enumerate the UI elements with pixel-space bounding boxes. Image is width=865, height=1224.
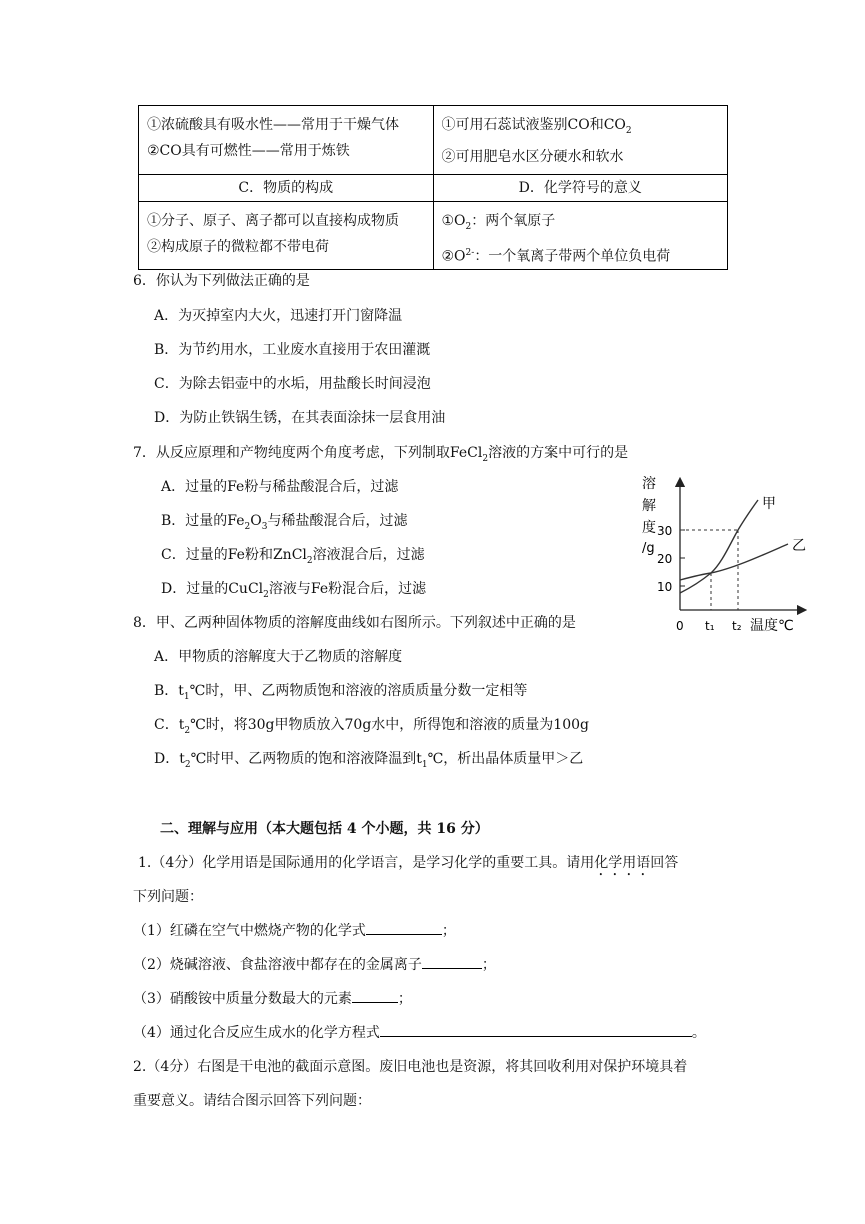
q1-intro-line1: 1.（4分）化学用语是国际通用的化学语言，是学习化学的重要工具。请用化学用语回答 xyxy=(138,855,679,871)
section-title: 二、理解与应用（本大题包括 4 个小题，共 16 分） xyxy=(160,821,489,837)
q7-option-c: C．过量的Fe粉和ZnCl$_2$溶液混合后，过滤 xyxy=(161,547,425,566)
answer-blank[interactable] xyxy=(366,920,442,935)
table-header-c: C．物质的构成 xyxy=(139,175,434,202)
q7-option-b: B．过量的$Fe_2O_3$与稀盐酸混合后，过滤 xyxy=(161,513,408,532)
q1-intro-line2: 下列问题： xyxy=(133,889,203,905)
q8-option-d: D．$t_2℃$时甲、乙两物质的饱和溶液降温到$t_1℃$，析出晶体质量甲＞乙 xyxy=(154,751,584,770)
answer-blank[interactable] xyxy=(422,954,482,969)
q7-option-a: A．过量的Fe粉与稀盐酸混合后，过滤 xyxy=(161,479,399,495)
q6-stem: 6．你认为下列做法正确的是 xyxy=(133,273,310,289)
q1-sub2: （2）烧碱溶液、食盐溶液中都存在的金属离子 ； xyxy=(133,954,496,974)
y-axis-label-char-2: 解 xyxy=(642,498,656,514)
answer-blank[interactable] xyxy=(380,1022,692,1037)
x-tick-label: t₂ xyxy=(732,619,742,633)
q1-sub1: （1）红磷在空气中燃烧产物的化学式 ； xyxy=(133,920,456,940)
q6-option-c: C．为除去铝壶中的水垢，用盐酸长时间浸泡 xyxy=(154,376,431,392)
q2-line1: 2.（4分）右图是干电池的截面示意图。废旧电池也是资源，将其回收利用对保护环境具着 xyxy=(133,1059,688,1075)
x-tick-label: 0 xyxy=(676,619,684,633)
table-cell-c: ①分子、原子、离子都可以直接构成物质 ②构成原子的微粒都不带电荷 xyxy=(139,202,434,270)
series-jia-label: 甲 xyxy=(762,496,776,512)
q8-option-c: C．$t_2℃$时，将30g甲物质放入70g水中，所得饱和溶液的质量为100g xyxy=(154,717,589,736)
knowledge-table xyxy=(138,105,728,270)
y-axis-label-char-3: 度 xyxy=(642,520,656,536)
series-yi-label: 乙 xyxy=(792,538,806,554)
q6-option-a: A．为灭掉室内大火，迅速打开门窗降温 xyxy=(154,308,403,324)
q6-option-b: B．为节约用水，工业废水直接用于农田灌溉 xyxy=(154,342,431,358)
y-tick-label: 30 xyxy=(657,524,673,538)
x-tick-label: t₁ xyxy=(705,619,715,633)
y-axis-label-char-1: 溶 xyxy=(642,476,656,492)
q1-sub4: （4）通过化合反应生成水的化学方程式 。 xyxy=(133,1022,706,1042)
q8-option-b: B．$t_1℃$时，甲、乙两物质饱和溶液的溶质质量分数一定相等 xyxy=(154,683,528,702)
q7-stem: 7．从反应原理和产物纯度两个角度考虑，下列制取FeCl$_2$溶液的方案中可行的是 xyxy=(133,445,629,464)
y-axis-label-char-4: /g xyxy=(642,541,655,556)
series-yi-curve xyxy=(680,544,788,580)
table-cell-a: ①浓硫酸具有吸水性——常用于干燥气体 ②CO具有可燃性——常用于炼铁 xyxy=(139,106,434,175)
q7-option-d: D．过量的CuCl$_2$溶液与Fe粉混合后，过滤 xyxy=(161,581,427,600)
table-cell-d: $①O_2$：两个氧原子 $②O^{2-}$：一个氧离子带两个单位负电荷 xyxy=(433,202,728,270)
y-tick-label: 20 xyxy=(657,552,673,566)
q6-option-d: D．为防止铁锅生锈，在其表面涂抹一层食用油 xyxy=(154,410,446,426)
q1-sub3: （3）硝酸铵中质量分数最大的元素 ； xyxy=(133,988,412,1008)
series-jia-curve xyxy=(680,500,758,593)
table-header-d: D．化学符号的意义 xyxy=(433,175,728,202)
answer-blank[interactable] xyxy=(352,988,398,1003)
y-tick-label: 10 xyxy=(657,580,673,594)
q2-line2: 重要意义。请结合图示回答下列问题： xyxy=(133,1093,371,1109)
table-cell-b: ①可用石蕊试液鉴别CO和$CO_2$ ②可用肥皂水区分硬水和软水 xyxy=(433,106,728,175)
q8-stem: 8．甲、乙两种固体物质的溶解度曲线如右图所示。下列叙述中正确的是 xyxy=(133,615,576,631)
q8-option-a: A．甲物质的溶解度大于乙物质的溶解度 xyxy=(154,649,403,665)
x-axis-label: 温度℃ xyxy=(750,618,794,634)
solubility-chart xyxy=(630,476,815,641)
